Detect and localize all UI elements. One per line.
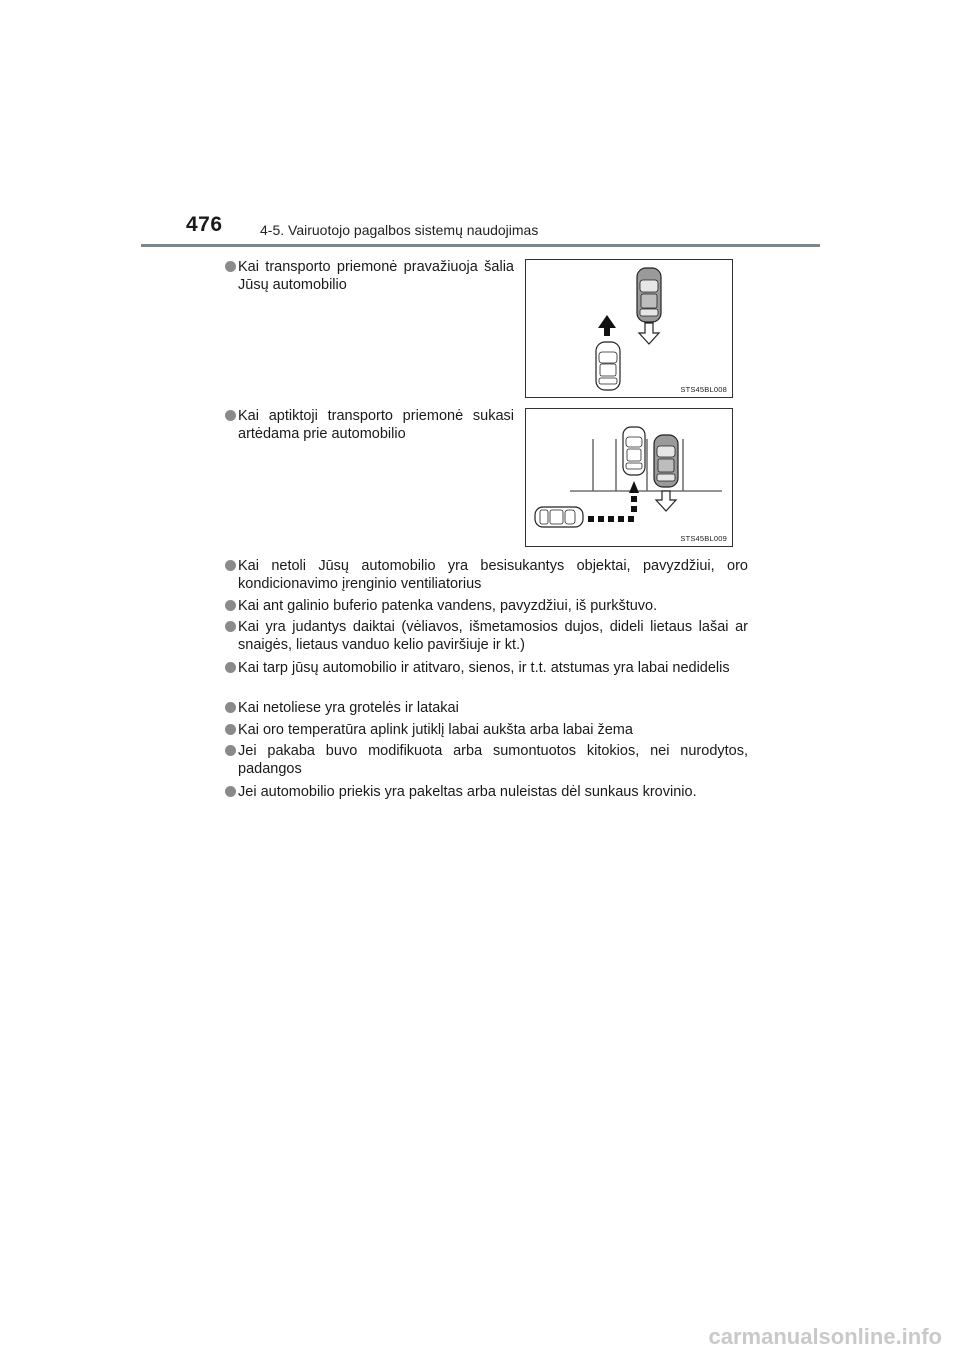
passing-vehicle-illustration — [526, 260, 732, 397]
list-item-text: Jei automobilio priekis yra pakeltas arba nuleistas dėl sunkaus krovinio. — [238, 784, 697, 800]
list-item — [225, 721, 748, 739]
approaching-car-icon — [637, 268, 661, 322]
list-item-text: Kai tarp jūsų automobilio ir atitvaro, sienos, ir t.t. atstumas yra labai nedidelis — [238, 660, 730, 676]
list-item — [225, 742, 748, 778]
bullet-dot-icon — [225, 261, 236, 272]
page-number: 476 — [186, 213, 223, 236]
arrow-up-icon — [598, 315, 616, 336]
turning-vehicle-illustration — [526, 409, 732, 546]
list-item-text: Kai netoli Jūsų automobilio yra besisukantys objektai, pavyzdžiui, oro kondicionavimo įrenginio ventiliatorius — [238, 558, 748, 592]
figure-passing-vehicle — [525, 259, 733, 398]
parking-lines — [570, 439, 722, 491]
bullet-dot-icon — [225, 786, 236, 797]
figure-code: STS45BL009 — [680, 534, 727, 543]
list-item-text: Kai oro temperatūra aplink jutiklį labai aukšta arba labai žema — [238, 722, 633, 738]
list-item — [225, 407, 514, 443]
figure-turning-vehicle — [525, 408, 733, 547]
own-car-icon — [596, 342, 620, 390]
watermark-text: carmanualsonline.info — [708, 1324, 942, 1349]
header-divider — [141, 244, 820, 247]
bullet-dot-icon — [225, 662, 236, 673]
turning-path-arrow-icon — [588, 481, 639, 522]
list-item — [225, 699, 748, 717]
list-item — [225, 597, 748, 615]
list-item-text: Kai ant galinio buferio patenka vandens, pavyzdžiui, iš purkštuvo. — [238, 598, 658, 614]
list-item — [225, 557, 748, 593]
list-item — [225, 618, 748, 654]
list-item — [225, 258, 514, 294]
section-title: 4-5. Vairuotojo pagalbos sistemų naudojimas — [260, 222, 539, 238]
list-item — [225, 659, 748, 677]
bullet-dot-icon — [225, 621, 236, 632]
list-item-text: Jei pakaba buvo modifikuota arba sumontuotos kitokios, nei nurodytos, padangos — [238, 743, 748, 777]
parked-car-icon — [623, 427, 645, 475]
list-item-text: Kai netoliese yra grotelės ir latakai — [238, 700, 459, 716]
bullet-dot-icon — [225, 702, 236, 713]
bullet-dot-icon — [225, 745, 236, 756]
turning-car-icon — [535, 507, 583, 527]
bullet-dot-icon — [225, 560, 236, 571]
bullet-dot-icon — [225, 724, 236, 735]
arrow-down-icon — [639, 323, 659, 344]
bullet-dot-icon — [225, 600, 236, 611]
list-item-text: Kai transporto priemonė pravažiuoja šalia Jūsų automobilio — [238, 259, 514, 293]
figure-code: STS45BL008 — [680, 385, 727, 394]
list-item-text: Kai yra judantys daiktai (vėliavos, išmetamosios dujos, dideli lietaus lašai ar snaigės, lietaus vanduo kelio paviršiuje ir kt.) — [238, 619, 748, 653]
arrow-down-icon — [656, 491, 676, 511]
list-item-text: Kai aptiktoji transporto priemonė sukasi artėdama prie automobilio — [238, 408, 514, 442]
list-item — [225, 783, 748, 801]
bullet-dot-icon — [225, 410, 236, 421]
own-car-icon — [654, 435, 678, 487]
